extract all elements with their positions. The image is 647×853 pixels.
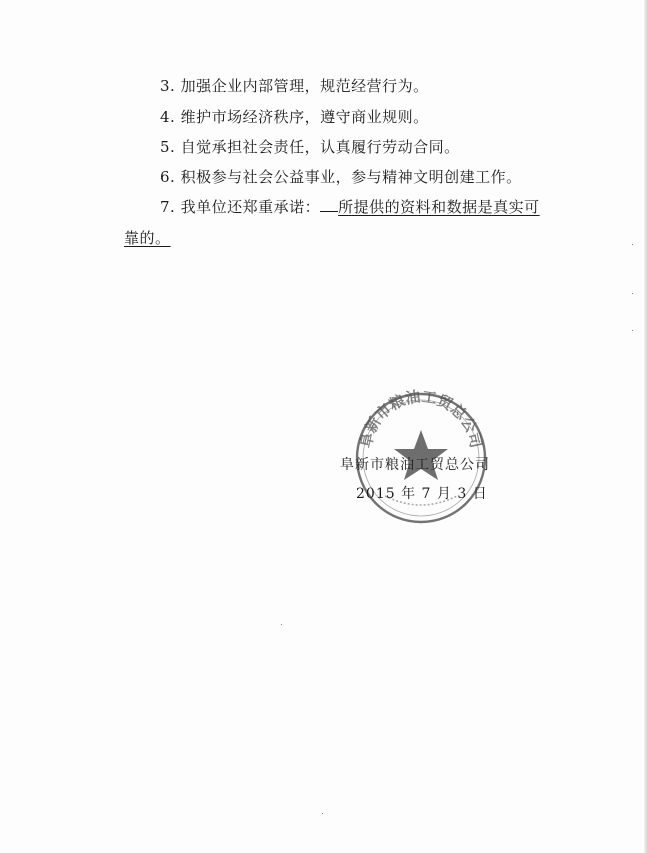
commitment-item-7-continuation [124, 228, 171, 248]
commitment-item-4: 4. 维护市场经济秩序，遵守商业规则。 [160, 108, 429, 126]
underline-gap [320, 197, 338, 212]
company-signature: 阜新市粮油工贸总公司 [340, 457, 490, 473]
scan-speck [632, 293, 633, 294]
commitment-item-3: 3. 加强企业内部管理，规范经营行为。 [160, 77, 429, 95]
commitment-item-7-prefix: 7. 我单位还郑重承诺： [160, 198, 321, 216]
commitment-item-6: 6. 积极参与社会公益事业，参与精神文明创建工作。 [160, 168, 522, 186]
seal-ring-text: 阜新市粮油工贸总公司 [356, 388, 486, 450]
commitment-item-5: 5. 自觉承担社会责任，认真履行劳动合同。 [160, 138, 460, 156]
commitment-item-7-end: 靠的。 [124, 229, 171, 247]
scan-speck [322, 813, 323, 814]
scan-speck [632, 330, 633, 331]
scan-speck [281, 624, 282, 625]
signature-date: 2015 年 7 月 3 日 [356, 486, 488, 502]
commitment-item-7-underlined: 所提供的资料和数据是真实可 [338, 198, 540, 216]
scan-speck [632, 244, 633, 245]
commitment-item-7 [160, 197, 540, 217]
